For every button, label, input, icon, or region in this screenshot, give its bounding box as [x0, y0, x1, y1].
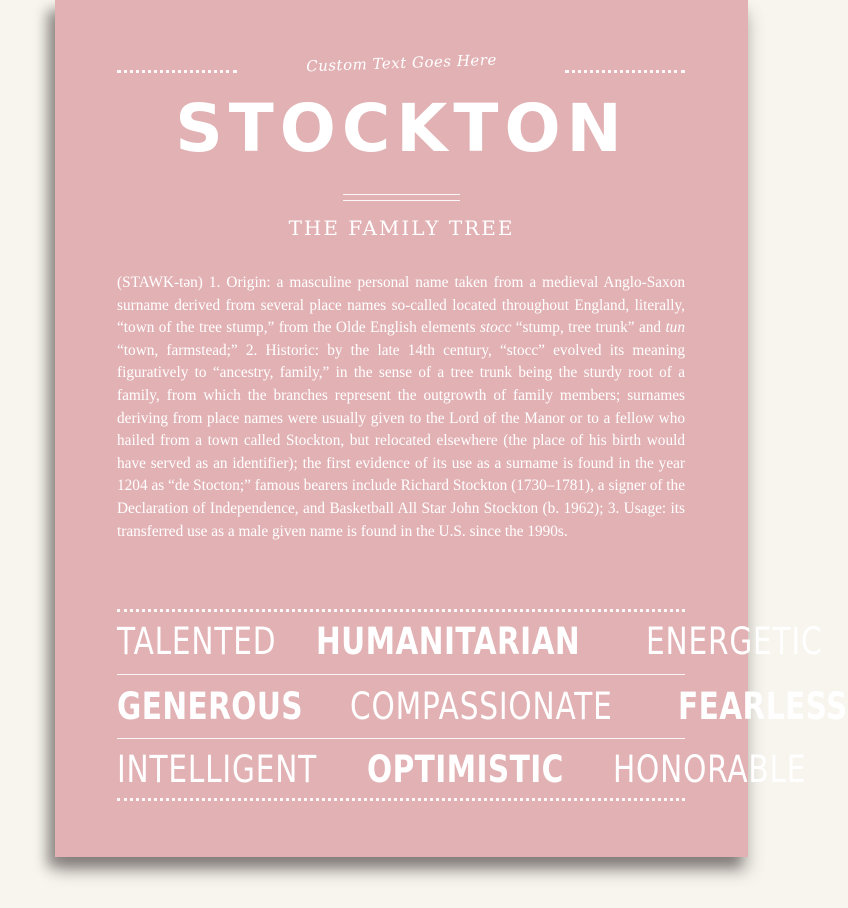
definition-word-stocc: stocc	[479, 319, 512, 337]
traits-bottom-dotted-divider	[117, 798, 685, 801]
traits-top-dotted-divider	[117, 609, 685, 612]
custom-text: Custom Text Goes Here	[305, 50, 498, 76]
definition-part-1: (STAWK-tən) 1. Origin: a masculine personal name taken from a medieval Anglo-Saxon surname derived from several place names so-called located throughout England, literally, “town of the tree stump,” from the Olde English elements	[117, 274, 685, 337]
subtitle: THE FAMILY TREE	[288, 216, 515, 240]
name-definition	[117, 272, 685, 543]
trait-word: FEARLESS	[677, 685, 848, 728]
trait-word: ENERGETIC	[646, 620, 823, 663]
title-underline-1	[343, 194, 460, 195]
family-name-title: STOCKTON	[175, 90, 628, 167]
trait-word: HUMANITARIAN	[316, 620, 581, 663]
definition-part-3: “town, farmstead;” 2. Historic: by the late 14th century, “stocc” evolved its meaning figuratively to “ancestry, family,” in the sense of a tree trunk being the sturdy root of a family, from which the branches represent the outgrowth of family members; surnames deriving from place names were usually given to the Lord of the Manor or to a fellow who hailed from a town called Stockton, but relocated elsewhere (the place of his birth would have served as an identifier); the first evidence of its use as a surname is found in the year 1204 as “de Stocton;” famous bearers include Richard Stockton (1730–1781), a signer of the Declaration of Independence, and Basketball All Star John Stockton (b. 1962); 3. Usage: its transferred use as a male given name is found in the U.S. since the 1990s.	[117, 341, 685, 540]
trait-word: HONORABLE	[613, 748, 807, 791]
trait-word: COMPASSIONATE	[349, 685, 613, 728]
title-underline-2	[343, 200, 460, 201]
trait-row-1	[117, 620, 823, 663]
trait-word: TALENTED	[117, 620, 277, 663]
top-right-dotted-divider	[565, 70, 685, 73]
name-poster	[55, 0, 848, 857]
trait-word: INTELLIGENT	[117, 748, 318, 791]
trait-row-divider	[117, 738, 685, 739]
definition-part-2: “stump, tree trunk” and	[511, 319, 666, 337]
trait-row-2	[117, 685, 848, 728]
definition-word-tun: tun	[665, 319, 685, 337]
trait-word: OPTIMISTIC	[367, 748, 564, 791]
trait-row-divider	[117, 674, 685, 675]
trait-word: GENEROUS	[117, 685, 304, 728]
trait-row-3	[117, 748, 807, 791]
